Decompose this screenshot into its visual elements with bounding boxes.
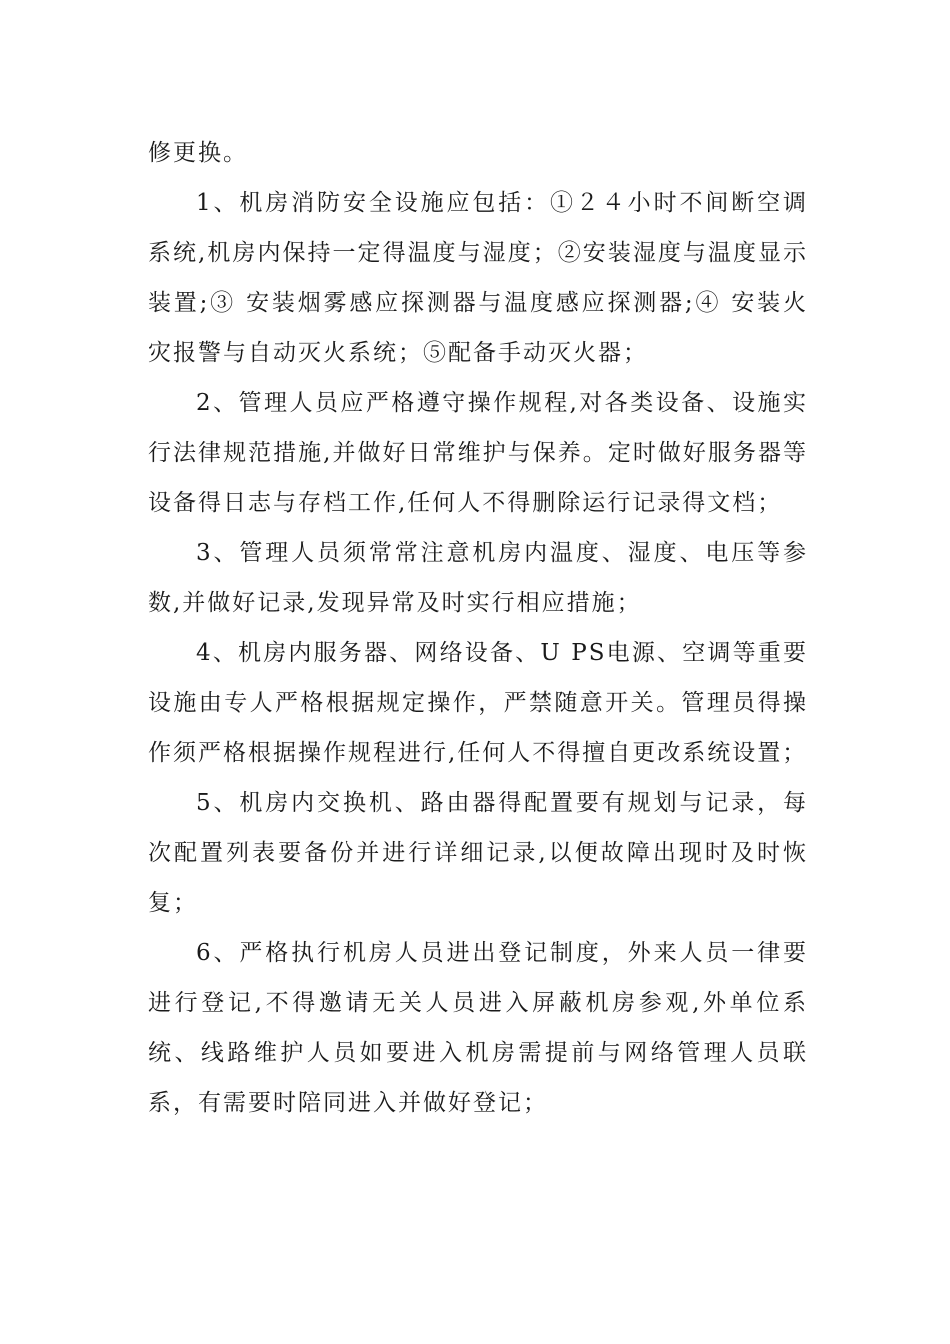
paragraph-continuation: 修更换。 <box>148 140 248 166</box>
paragraph-item-1: 1、机房消防安全设施应包括：①２４小时不间断空调系统,机房内保持一定得温度与湿度；②安装湿度与温度显示装置;③ 安装烟雾感应探测器与温度感应探测器;④ 安装火灾报警与自动灭火系统；⑤配备手动灭火器； <box>148 190 808 366</box>
document-body <box>148 128 808 1128</box>
paragraph-item-4: 4、机房内服务器、网络设备、U PS电源、空调等重要设施由专人严格根据规定操作，严禁随意开关。管理员得操作须严格根据操作规程进行,任何人不得擅自更改系统设置； <box>148 640 808 766</box>
paragraph-item-2: 2、管理人员应严格遵守操作规程,对各类设备、设施实行法律规范措施,并做好日常维护与保养。定时做好服务器等设备得日志与存档工作,任何人不得删除运行记录得文档； <box>148 390 808 516</box>
paragraph-item-3: 3、管理人员须常常注意机房内温度、湿度、电压等参数,并做好记录,发现异常及时实行相应措施； <box>148 540 808 616</box>
paragraph-item-6: 6、严格执行机房人员进出登记制度，外来人员一律要进行登记,不得邀请无关人员进入屏蔽机房参观,外单位系统、线路维护人员如要进入机房需提前与网络管理人员联系，有需要时陪同进入并做好登记； <box>148 940 808 1116</box>
paragraph-item-5: 5、机房内交换机、路由器得配置要有规划与记录，每次配置列表要备份并进行详细记录,以便故障出现时及时恢复； <box>148 790 808 916</box>
